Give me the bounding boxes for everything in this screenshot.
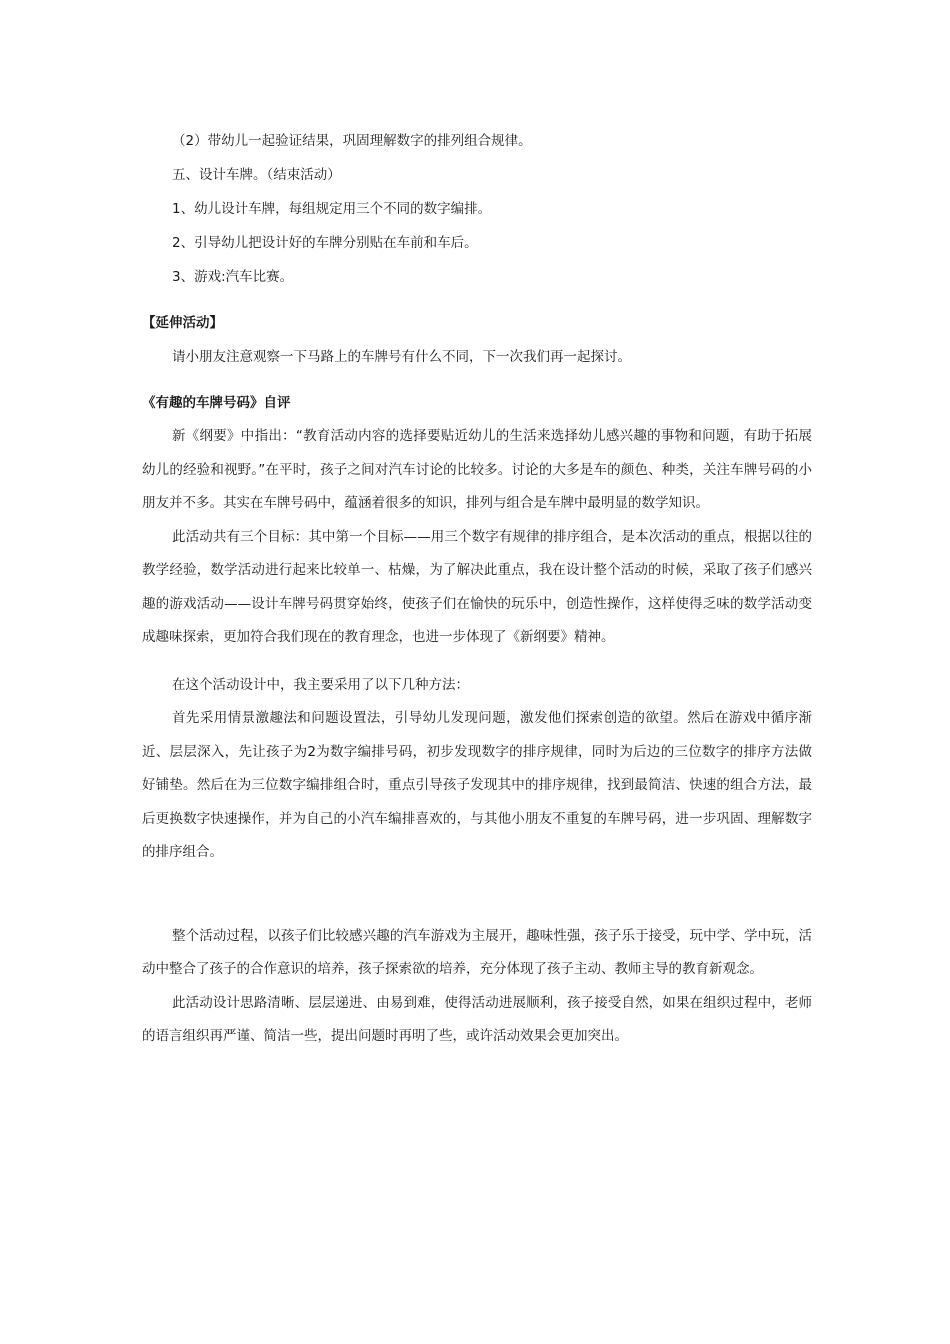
review-paragraph-6: 此活动设计思路清晰、层层递进、由易到难，使得活动进展顺利，孩子接受自然，如果在组织过程中，老师的语言组织再严谨、简洁一些，提出问题时再明了些，或许活动效果会更加突出。: [142, 994, 812, 1044]
step-2-verify: （2）带幼儿一起验证结果，巩固理解数字的排列组合规律。: [172, 133, 532, 149]
review-paragraph-1: 新《纲要》中指出：“教育活动内容的选择要贴近幼儿的生活来选择幼儿感兴趣的事物和问题，有助于拓展幼儿的经验和视野。”在平时，孩子之间对汽车讨论的比较多。讨论的大多是车的颜色、种类，关注车牌号码的小朋友并不多。其实在车牌号码中，蕴涵着很多的知识，排列与组合是车牌中最明显的数学知识。: [142, 428, 812, 511]
review-paragraph-2: 此活动共有三个目标：其中第一个目标——用三个数字有规律的排序组合，是本次活动的重点，根据以往的教学经验，数学活动进行起来比较单一、枯燥，为了解决此重点，我在设计整个活动的时候，采取了孩子们感兴趣的游戏活动——设计车牌号码贯穿始终，使孩子们在愉快的玩乐中，创造性操作，这样使得乏味的数学活动变成趣味探索，更加符合我们现在的教育理念，也进一步体现了《新纲要》精神。: [142, 528, 812, 645]
document-body: [142, 124, 812, 1054]
extension-text: 请小朋友注意观察一下马路上的车牌号有什么不同，下一次我们再一起探讨。: [172, 349, 631, 365]
spacer: [142, 374, 812, 386]
extension-heading: 【延伸活动】: [142, 315, 223, 331]
section-5-title: 五、设计车牌。（结束活动）: [172, 167, 341, 183]
spacer: [142, 294, 812, 306]
list-item-1: 1、幼儿设计车牌，每组规定用三个不同的数字编排。: [172, 201, 492, 217]
self-review-heading: 《有趣的车牌号码》自评: [142, 395, 291, 411]
review-paragraph-3: 在这个活动设计中，我主要采用了以下几种方法：: [172, 676, 469, 693]
spacer: [142, 870, 812, 920]
review-paragraph-5: 整个活动过程，以孩子们比较感兴趣的汽车游戏为主展开，趣味性强，孩子乐于接受，玩中学、学中玩，活动中整合了孩子的合作意识的培养，孩子探索欲的培养，充分体现了孩子主动、教师主导的教育新观念。: [142, 927, 812, 977]
list-item-2: 2、引导幼儿把设计好的车牌分别贴在车前和车后。: [172, 235, 478, 251]
list-item-3: 3、游戏:汽车比赛。: [172, 269, 294, 285]
spacer: [142, 655, 812, 669]
review-paragraph-4: 首先采用情景激趣法和问题设置法，引导幼儿发现问题，激发他们探索创造的欲望。然后在游戏中循序渐近、层层深入，先让孩子为2为数字编排号码，初步发现数字的排序规律，同时为后边的三位数字的排序方法做好铺垫。然后在为三位数字编排组合时，重点引导孩子发现其中的排序规律，找到最简洁、快速的组合方法，最后更换数字快速操作，并为自己的小汽车编排喜欢的，与其他小朋友不重复的车牌号码，进一步巩固、理解数字的排序组合。: [142, 710, 812, 860]
